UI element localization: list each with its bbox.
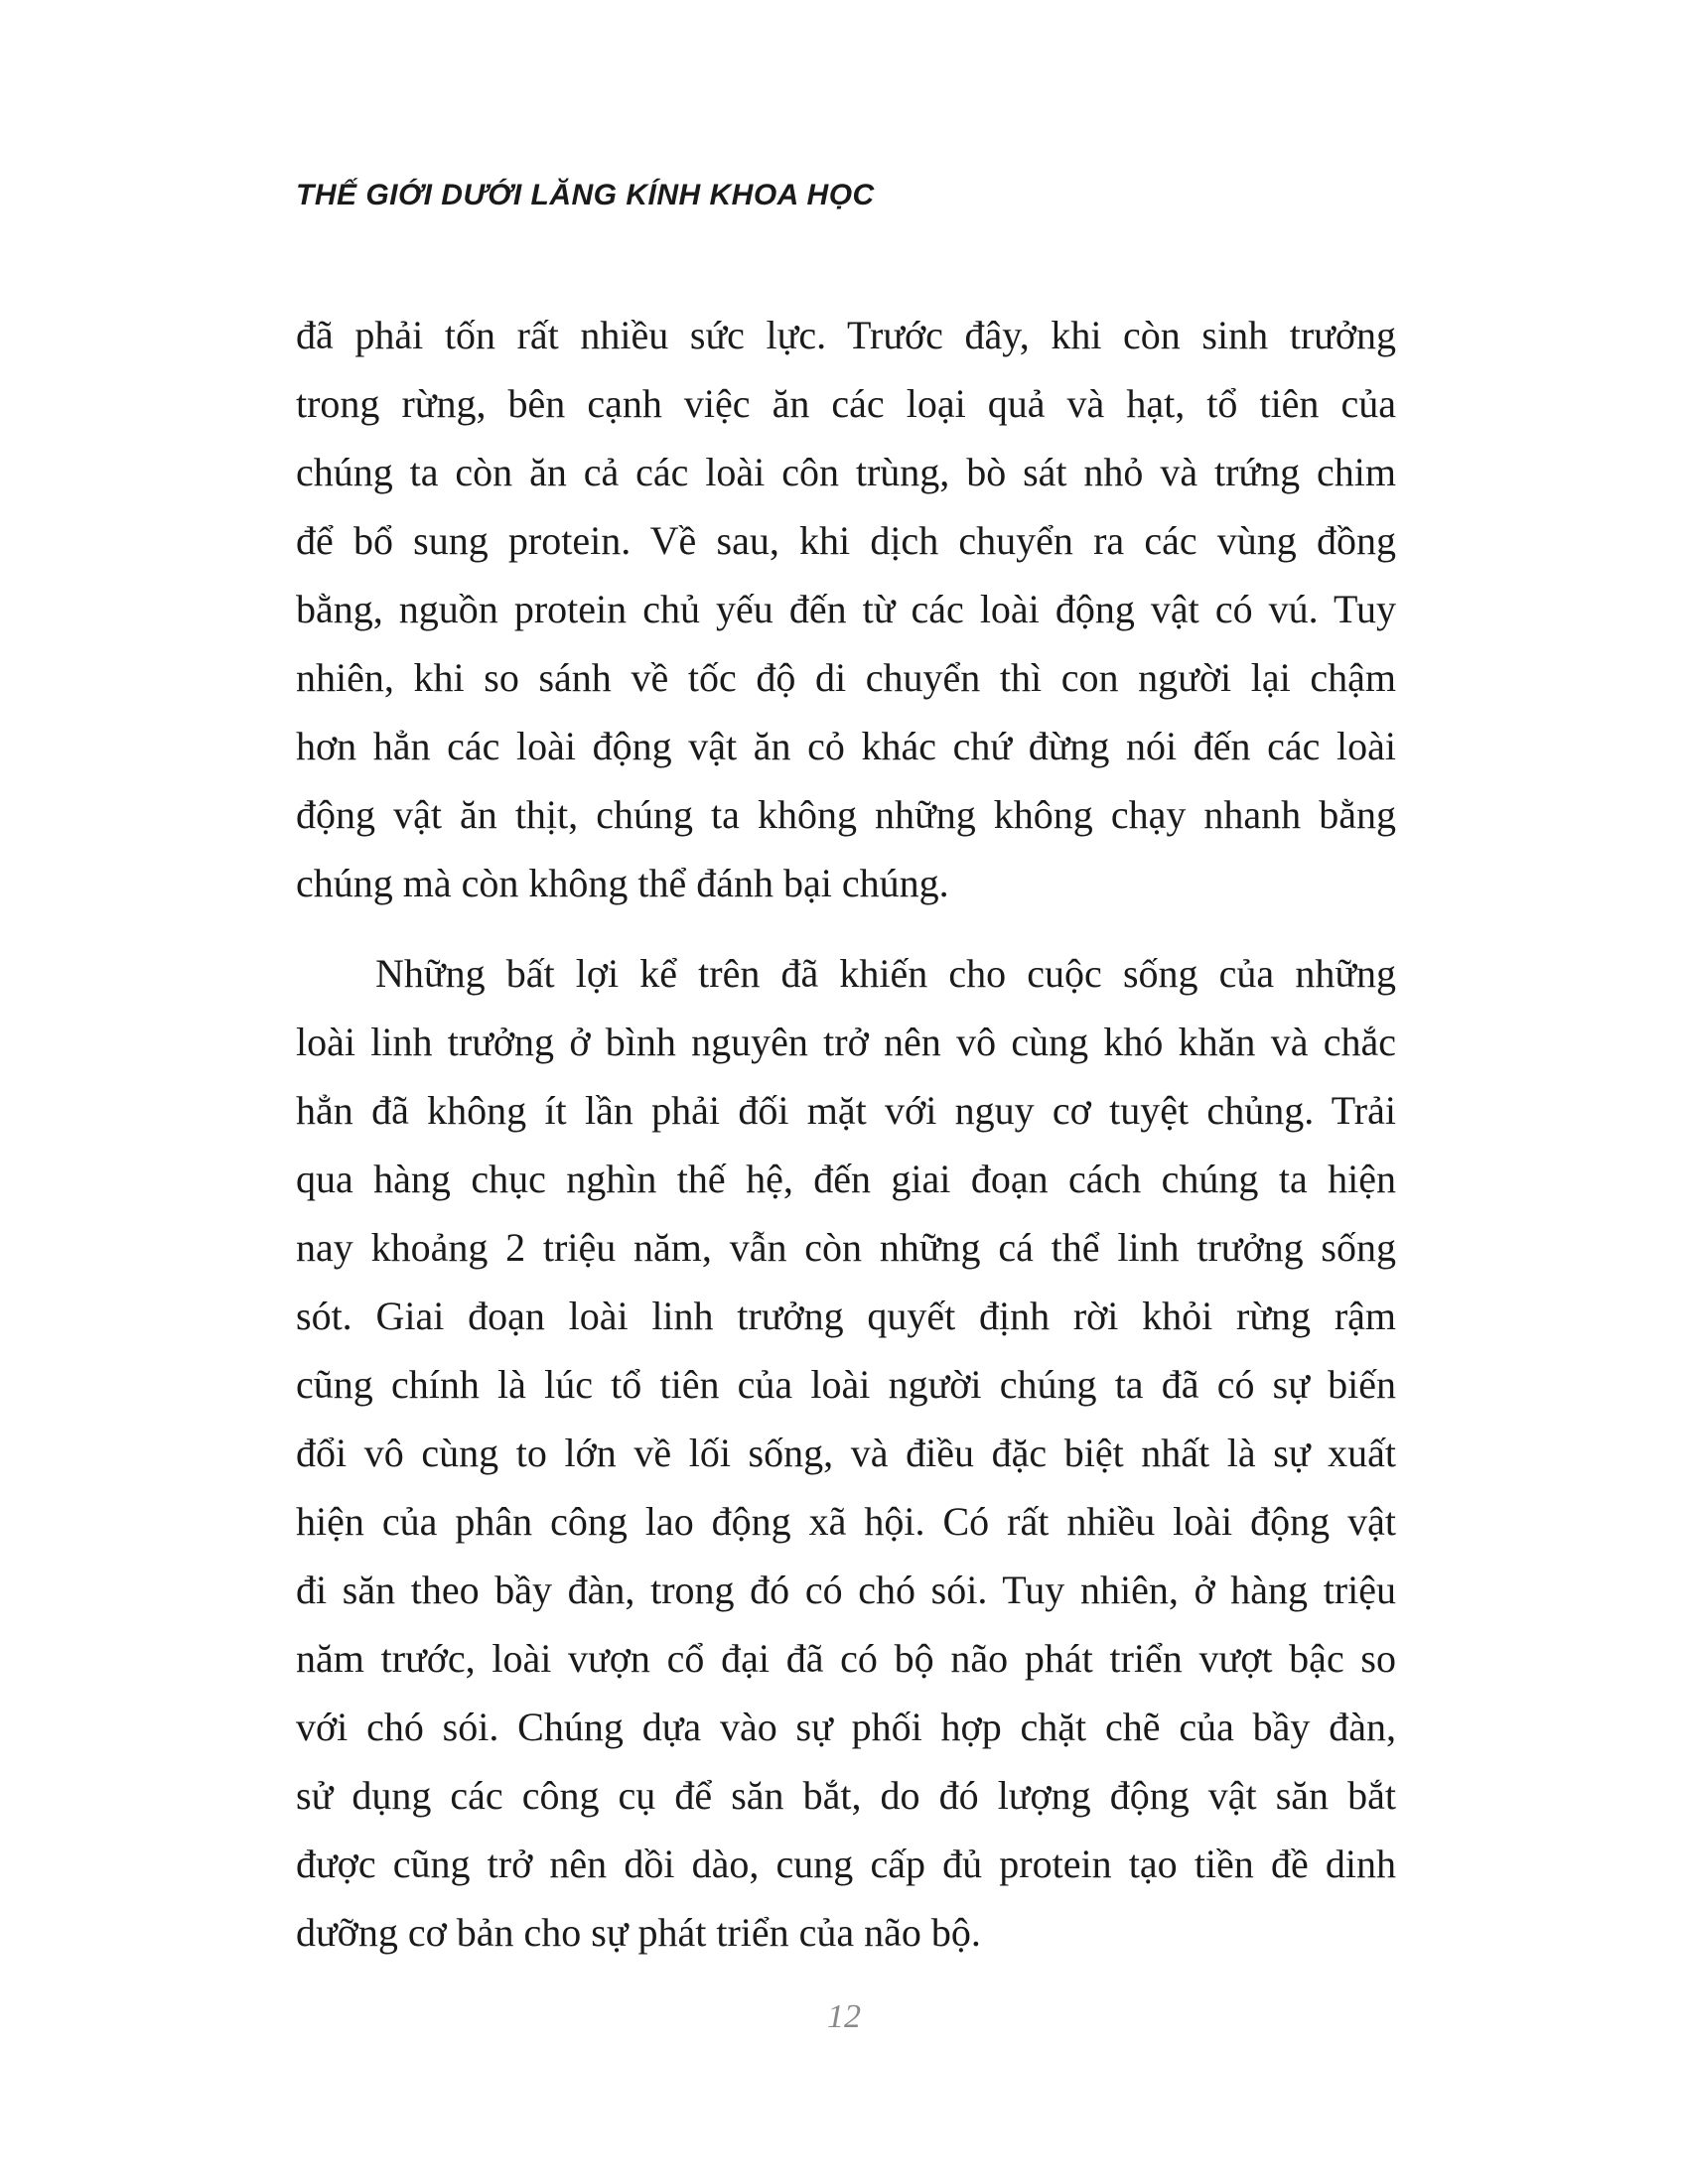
text-line: được cũng trở nên dồi dào, cung cấp đủ protein tạo tiền đề dinh [296,1842,1396,1886]
body-text [296,301,1396,1967]
text-line: hiện của phân công lao động xã hội. Có rất nhiều loài động vật [296,1499,1396,1544]
text-line: bằng, nguồn protein chủ yếu đến từ các loài động vật có vú. Tuy [296,587,1396,631]
text-line: trong rừng, bên cạnh việc ăn các loại quả và hạt, tổ tiên của [296,381,1396,426]
text-line: động vật ăn thịt, chúng ta không những không chạy nhanh bằng [296,792,1396,837]
running-header-title: THẾ GIỚI DƯỚI LĂNG KÍNH KHOA HỌC [296,179,875,211]
paragraph-2 [296,939,1396,1967]
paragraph-1 [296,301,1396,917]
text-line: đi săn theo bầy đàn, trong đó có chó sói. Tuy nhiên, ở hàng triệu [296,1568,1396,1612]
text-line: năm trước, loài vượn cổ đại đã có bộ não phát triển vượt bậc so [296,1636,1396,1681]
text-line: dưỡng cơ bản cho sự phát triển của não bộ. [296,1910,981,1955]
text-line: cũng chính là lúc tổ tiên của loài người chúng ta đã có sự biến [296,1362,1396,1407]
text-line: Những bất lợi kể trên đã khiến cho cuộc sống của những [375,951,1396,996]
text-line: chúng ta còn ăn cả các loài côn trùng, bò sát nhỏ và trứng chim [296,450,1396,494]
text-line: đã phải tốn rất nhiều sức lực. Trước đây, khi còn sinh trưởng [296,313,1396,357]
text-line: đổi vô cùng to lớn về lối sống, và điều đặc biệt nhất là sự xuất [296,1431,1396,1475]
text-line: sử dụng các công cụ để săn bắt, do đó lượng động vật săn bắt [296,1773,1396,1818]
text-line: loài linh trưởng ở bình nguyên trở nên vô cùng khó khăn và chắc [296,1020,1396,1064]
text-line: sót. Giai đoạn loài linh trưởng quyết định rời khỏi rừng rậm [296,1294,1396,1338]
text-line: hẳn đã không ít lần phải đối mặt với nguy cơ tuyệt chủng. Trải [296,1088,1396,1133]
text-line: với chó sói. Chúng dựa vào sự phối hợp chặt chẽ của bầy đàn, [296,1705,1396,1749]
text-line: chúng mà còn không thể đánh bại chúng. [296,861,949,905]
text-line: nay khoảng 2 triệu năm, vẫn còn những cá thể linh trưởng sống [296,1225,1396,1270]
page-number: 12 [827,1998,861,2035]
text-line: nhiên, khi so sánh về tốc độ di chuyển thì con người lại chậm [296,655,1396,700]
text-line: để bổ sung protein. Về sau, khi dịch chuyển ra các vùng đồng [296,518,1396,563]
text-line: hơn hẳn các loài động vật ăn cỏ khác chứ đừng nói đến các loài [296,724,1396,768]
text-line: qua hàng chục nghìn thế hệ, đến giai đoạn cách chúng ta hiện [296,1157,1396,1201]
